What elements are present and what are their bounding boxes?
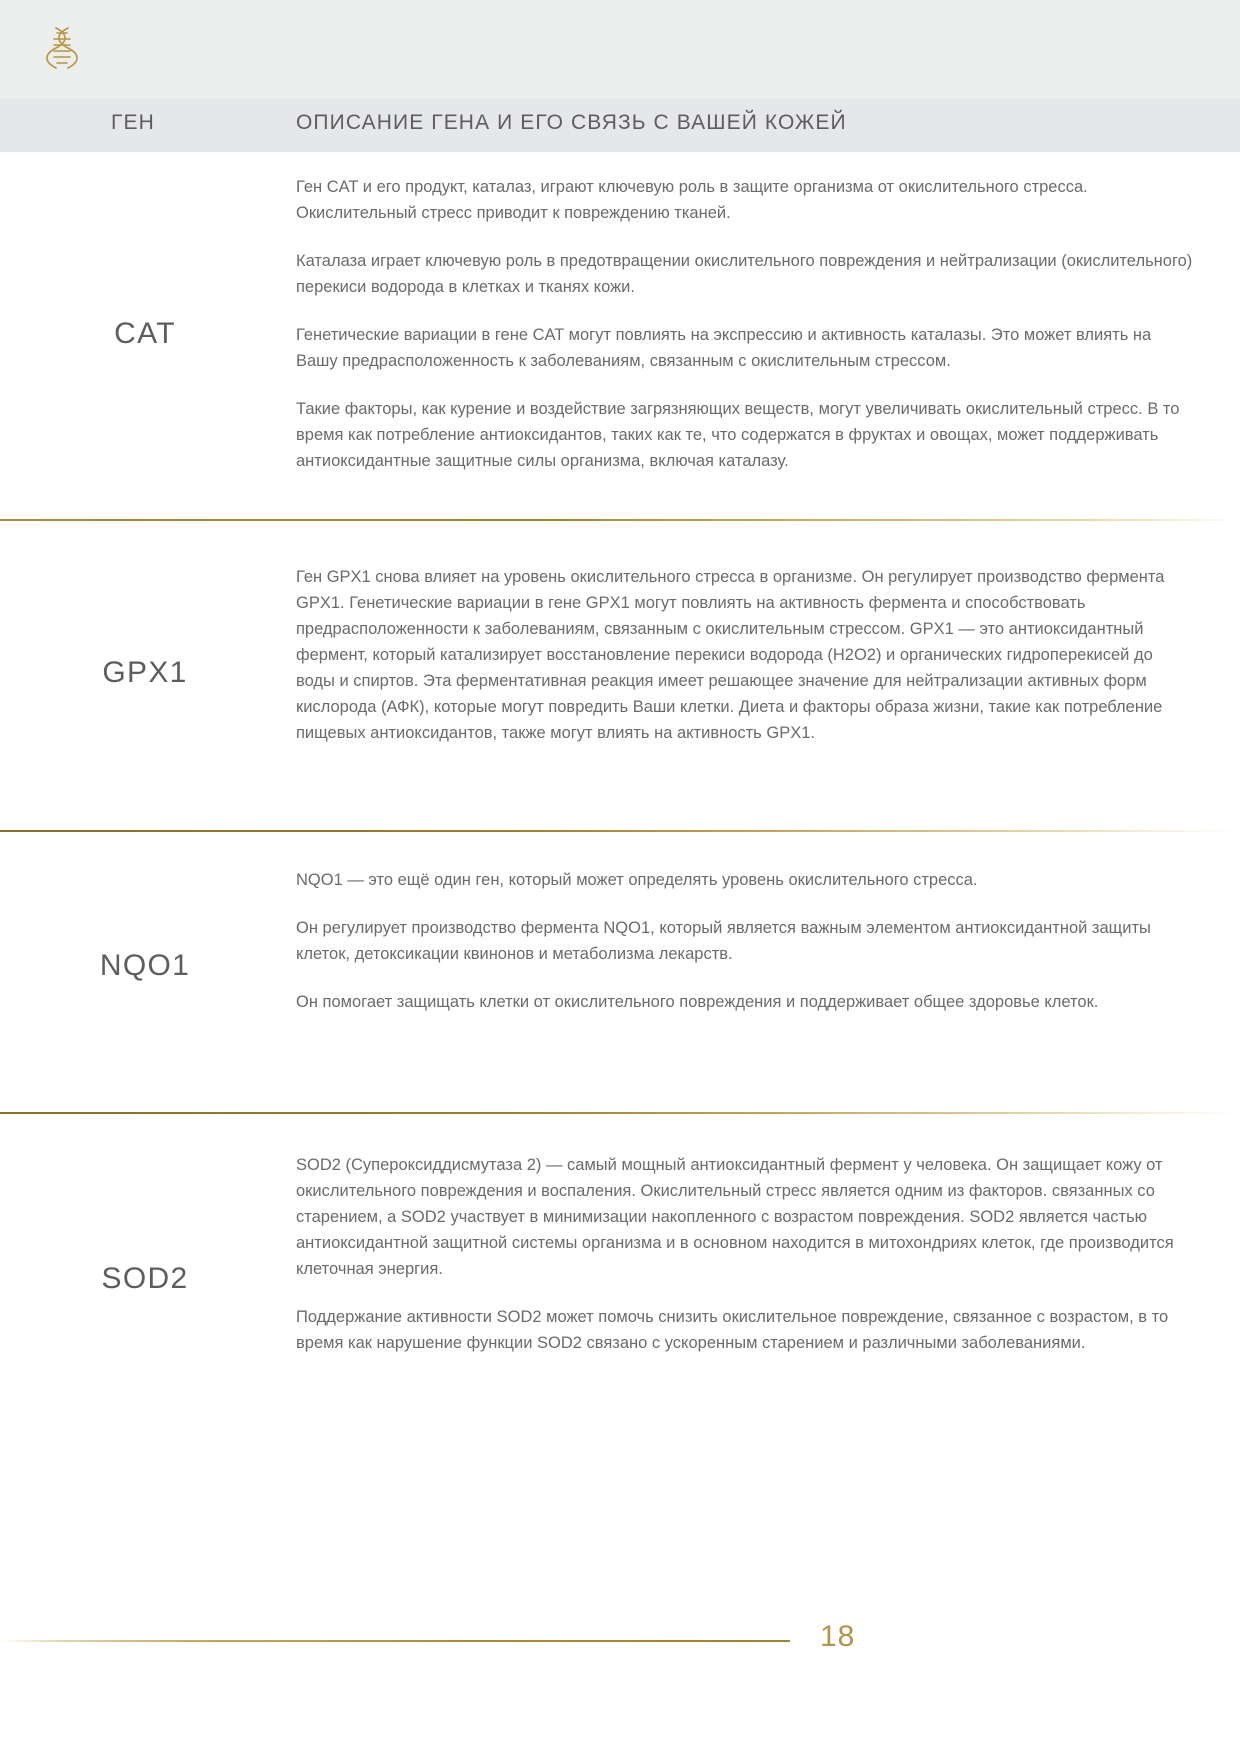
page-header-band — [0, 0, 1240, 99]
gene-description — [296, 1152, 1196, 1356]
paragraph: NQO1 — это ещё один ген, который может определять уровень окислительного стресса. — [296, 871, 978, 889]
column-header-description: ОПИСАНИЕ ГЕНА И ЕГО СВЯЗЬ С ВАШЕЙ КОЖЕЙ — [296, 111, 847, 134]
dna-helix-icon — [38, 24, 86, 76]
gene-description — [296, 174, 1196, 474]
gene-label: NQO1 — [99, 949, 191, 982]
paragraph: SOD2 (Супероксиддисмутаза 2) — самый мощный антиоксидантный фермент у человека. Он защищает кожу от окислительного повреждения и воспаления. Окислительный стресс является одним из факторов. связанных со старением, а SOD2 участвует в минимизации накопленного с возрастом повреждения. SOD2 является частью антиоксидантной защитной системы организма и в основном находится в митохондриях клеток, где производится клеточная энергия. — [296, 1156, 1174, 1278]
paragraph: Он помогает защищать клетки от окислительного повреждения и поддерживает общее здоровье клеток. — [296, 993, 1099, 1011]
gene-label: SOD2 — [101, 1262, 189, 1295]
row-divider — [0, 830, 1240, 832]
page-number: 18 — [820, 1620, 856, 1653]
paragraph: Генетические вариации в гене CAT могут повлиять на экспрессию и активность каталазы. Это может влиять на Вашу предрасположенность к заболеваниям, связанным с окислительным стрессом. — [296, 326, 1152, 370]
gene-description — [296, 867, 1196, 1015]
paragraph: Каталаза играет ключевую роль в предотвращении окислительного повреждения и нейтрализации (окислительного) перекиси водорода в клетках и тканях кожи. — [296, 252, 1193, 296]
paragraph: Такие факторы, как курение и воздействие загрязняющих веществ, могут увеличивать окислительный стресс. В то время как потребление антиоксидантов, таких как те, что содержатся в фруктах и овощах, может поддерживать антиоксидантные защитные силы организма, включая каталазу. — [296, 400, 1180, 470]
paragraph: Поддержание активности SOD2 может помочь снизить окислительное повреждение, связанное с возрастом, в то время как нарушение функции SOD2 связано с ускоренным старением и различными заболеваниями. — [296, 1308, 1169, 1352]
paragraph: Ген CAT и его продукт, каталаз, играют ключевую роль в защите организма от окислительного стресса. Окислительный стресс приводит к повреждению тканей. — [296, 178, 1088, 222]
row-divider — [0, 1112, 1240, 1114]
paragraph: Он регулирует производство фермента NQO1, который является важным элементом антиоксидантной защиты клеток, детоксикации квинонов и метаболизма лекарств. — [296, 919, 1151, 963]
gene-description — [296, 564, 1196, 746]
row-divider — [0, 519, 1240, 521]
footer-rule — [0, 1640, 790, 1642]
column-header-gene: ГЕН — [111, 111, 155, 134]
gene-label: GPX1 — [102, 656, 188, 689]
gene-label: CAT — [114, 317, 176, 350]
paragraph: Ген GPX1 снова влияет на уровень окислительного стресса в организме. Он регулирует производство фермента GPX1. Генетические вариации в гене GPX1 могут повлиять на активность фермента и способствовать предрасположенности к заболеваниям, связанным с окислительным стрессом. GPX1 — это антиоксидантный фермент, который катализирует восстановление перекиси водорода (H2O2) и органических гидроперекисей до воды и спиртов. Эта ферментативная реакция имеет решающее значение для нейтрализации активных форм кислорода (АФК), которые могут повредить Ваши клетки. Диета и факторы образа жизни, такие как потребление пищевых антиоксидантов, также могут влиять на активность GPX1. — [296, 568, 1165, 742]
table-header — [0, 99, 1240, 152]
